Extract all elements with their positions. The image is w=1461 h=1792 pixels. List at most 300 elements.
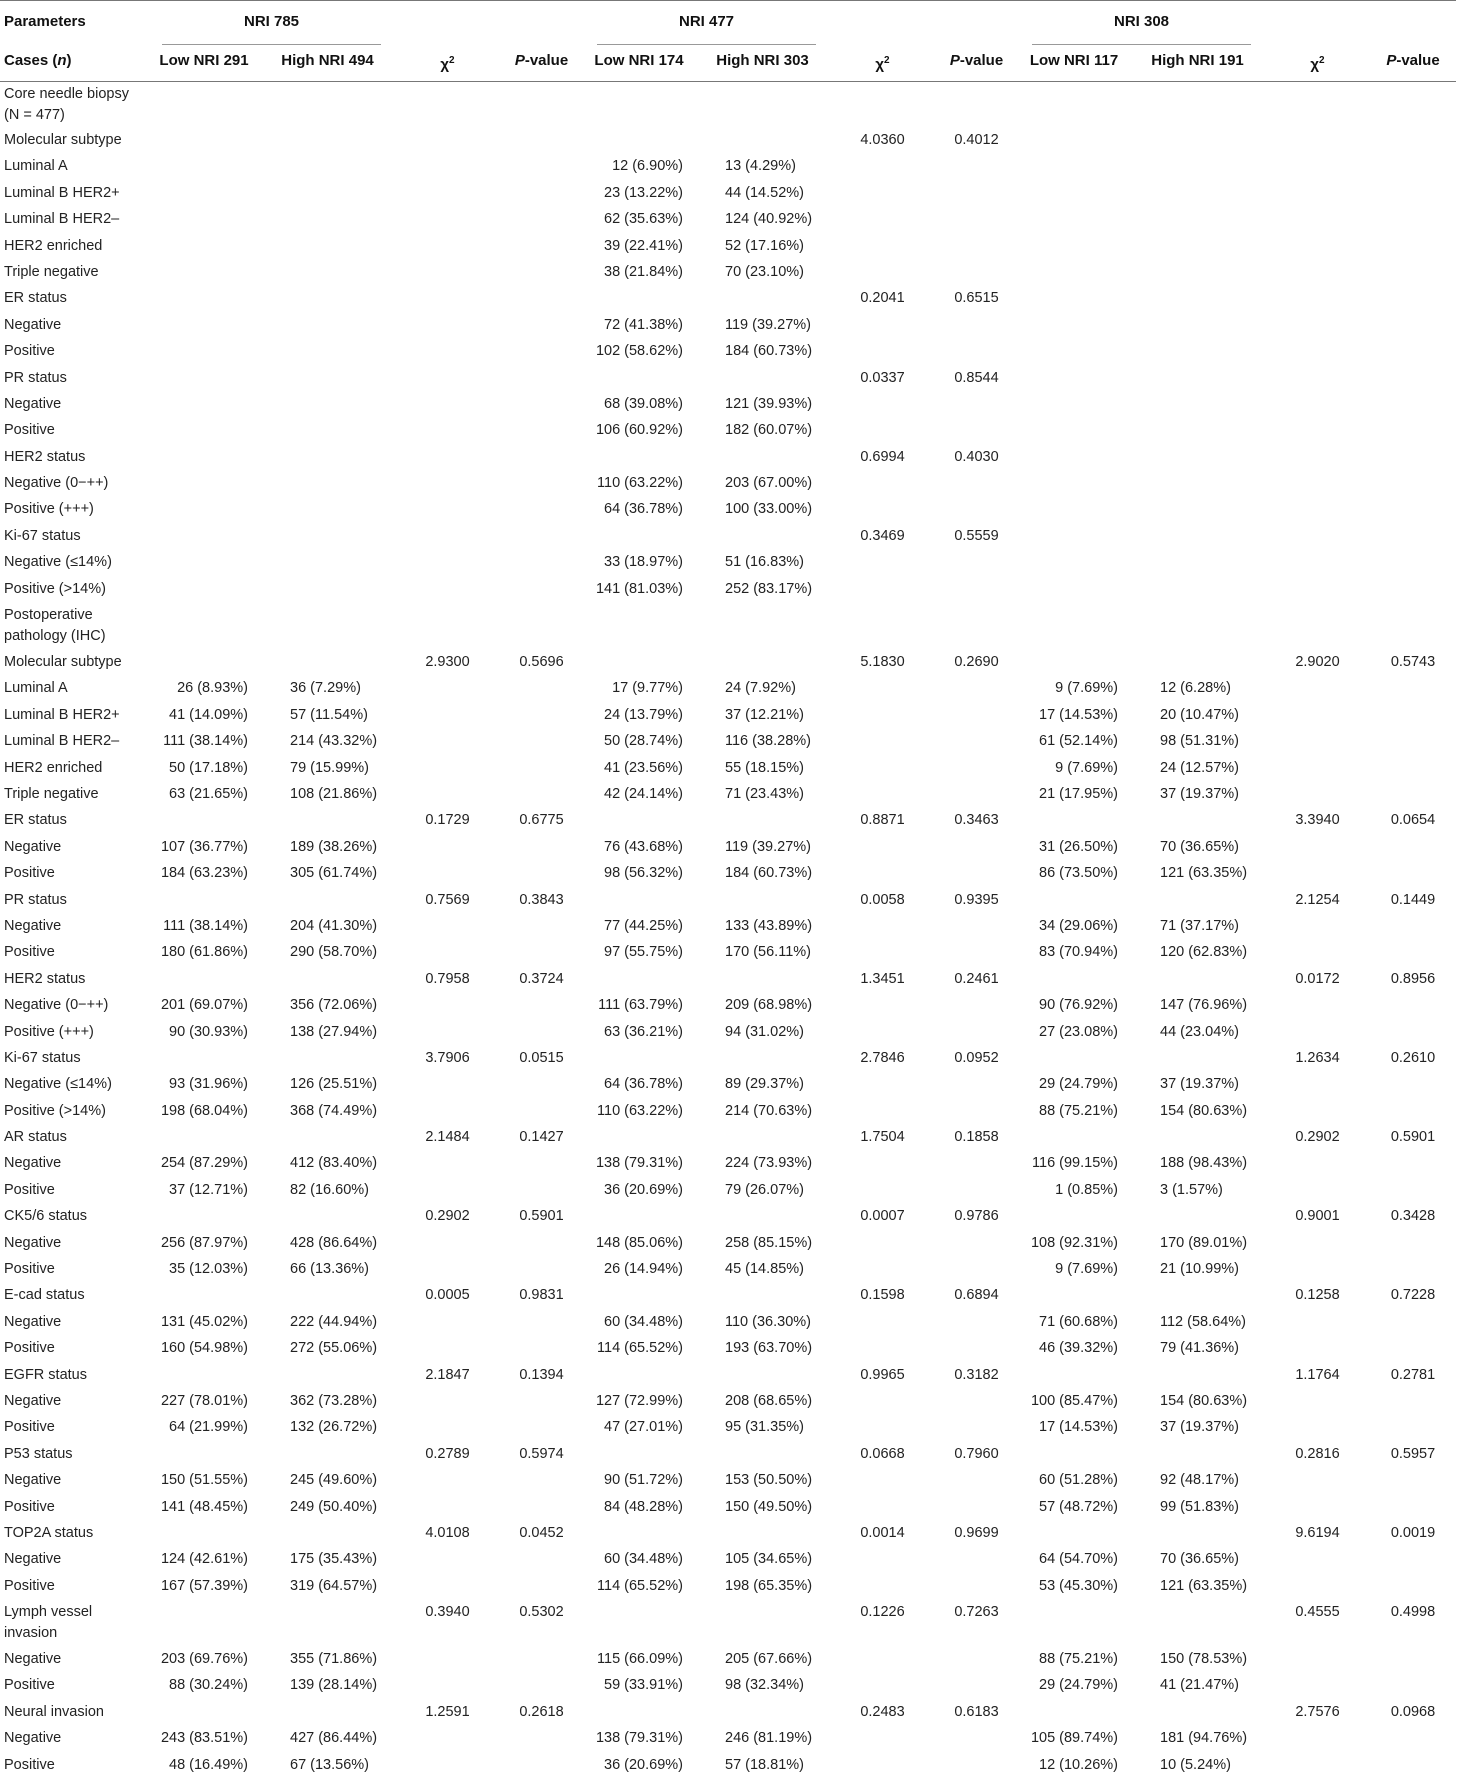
table-cell: 71 (37.17%) [1160,917,1239,934]
table-cell: 0.1449 [1390,891,1436,908]
table-cell: 17 (14.53%) [1039,1419,1118,1436]
table-cell: 150 (78.53%) [1160,1651,1248,1668]
table-cell: 3.7906 [425,1049,470,1066]
table-cell [260,888,395,914]
table-cell: 127 (72.99%) [595,1392,683,1409]
table-cell [395,1415,500,1441]
table-cell [1130,81,1265,128]
row-label: Positive [4,1677,55,1694]
table-cell [260,603,395,650]
table-cell [1370,1336,1456,1362]
table-cell [500,497,583,523]
table-cell: 12 (10.26%) [1039,1756,1118,1773]
table-cell: 5.1830 [860,654,905,671]
table-cell: 0.5957 [1390,1445,1436,1462]
table-cell [148,650,260,676]
table-cell [935,1574,1018,1600]
table-cell [1265,1468,1370,1494]
table-row [0,1600,1456,1647]
row-label: Negative [4,838,62,855]
table-cell [1370,1753,1456,1779]
table-cell [1370,128,1456,154]
table-cell [830,782,935,808]
table-cell [1130,888,1265,914]
table-cell: 116 (38.28%) [725,733,811,750]
table-cell: 356 (72.06%) [290,997,378,1014]
table-cell [935,207,1018,233]
table-cell: 0.2690 [954,654,999,671]
table-cell [830,550,935,576]
table-cell [1370,756,1456,782]
table-cell: 175 (35.43%) [290,1551,378,1568]
table-cell: 0.5302 [519,1604,564,1621]
table-cell: 50 (28.74%) [604,733,683,750]
table-cell: 105 (89.74%) [1030,1730,1118,1747]
table-row [0,81,1456,128]
table-cell: 0.7958 [425,970,470,987]
col-header-p-value: P-value [1370,45,1456,81]
table-cell [1018,1521,1130,1547]
table-cell [935,940,1018,966]
table-cell [148,286,260,312]
row-label: Negative [4,1313,62,1330]
table-cell: 17 (14.53%) [1039,706,1118,723]
table-cell [583,1204,695,1230]
table-cell [1265,782,1370,808]
table-cell [1018,366,1130,392]
table-cell: 97 (55.75%) [604,944,683,961]
table-row [0,366,1456,392]
table-cell [1370,497,1456,523]
table-cell: 62 (35.63%) [604,211,683,228]
table-cell [260,577,395,603]
table-cell [695,1125,830,1151]
table-cell [148,471,260,497]
table-cell: 3 (1.57%) [1160,1181,1223,1198]
table-cell [395,550,500,576]
table-cell: 70 (36.65%) [1160,1551,1239,1568]
table-cell [830,1336,935,1362]
table-cell [695,445,830,471]
row-label: HER2 status [4,970,86,987]
table-cell [1018,181,1130,207]
table-cell [830,313,935,339]
table-cell: 2.1254 [1295,891,1340,908]
table-row [0,1468,1456,1494]
table-cell [1130,550,1265,576]
row-label: Ki-67 status [4,527,81,544]
table-cell [148,1600,260,1647]
row-label: Triple negative [4,263,99,280]
table-cell [830,1726,935,1752]
table-cell [1370,861,1456,887]
table-cell [395,861,500,887]
table-row [0,1495,1456,1521]
table-cell: 70 (36.65%) [1160,838,1239,855]
row-label: Negative (≤14%) [4,554,112,571]
table-cell: 10 (5.24%) [1160,1756,1231,1773]
table-cell [935,550,1018,576]
table-cell: 93 (31.96%) [169,1076,248,1093]
table-cell [148,181,260,207]
table-cell: 0.5559 [954,527,999,544]
table-cell [395,756,500,782]
row-label: Luminal A [4,158,68,175]
table-cell [1370,339,1456,365]
table-cell [1018,418,1130,444]
row-label: Luminal B HER2+ [4,184,120,201]
table-cell [1130,1363,1265,1389]
row-label: Negative [4,395,62,412]
table-cell [500,1495,583,1521]
table-cell [500,914,583,940]
table-cell [583,1600,695,1647]
table-cell [500,392,583,418]
table-cell [260,471,395,497]
table-cell [260,286,395,312]
row-label: Negative [4,1392,62,1409]
table-cell: 44 (23.04%) [1160,1023,1239,1040]
table-cell: 53 (45.30%) [1039,1577,1118,1594]
table-row [0,181,1456,207]
table-row [0,835,1456,861]
table-cell [935,729,1018,755]
row-label: Positive (+++) [4,1023,94,1040]
table-row [0,967,1456,993]
table-cell [1018,339,1130,365]
table-cell: 0.1258 [1295,1287,1340,1304]
table-cell: 9 (7.69%) [1055,1261,1118,1278]
table-cell [1018,81,1130,128]
table-cell [830,1415,935,1441]
table-cell: 0.3428 [1390,1208,1436,1225]
table-cell: 20 (10.47%) [1160,706,1239,723]
table-cell [1018,1442,1130,1468]
table-cell [1018,888,1130,914]
table-cell: 167 (57.39%) [160,1577,248,1594]
table-cell: 181 (94.76%) [1160,1730,1248,1747]
table-cell [1265,1673,1370,1699]
table-cell: 0.5974 [519,1445,564,1462]
table-cell [1130,366,1265,392]
table-cell [148,1442,260,1468]
table-cell: 51 (16.83%) [725,554,804,571]
table-cell [935,861,1018,887]
table-cell [830,1547,935,1573]
table-cell: 0.2618 [519,1703,564,1720]
table-cell: 24 (12.57%) [1160,759,1239,776]
table-row [0,1072,1456,1098]
table-cell [1265,1020,1370,1046]
table-cell: 0.9786 [954,1208,999,1225]
col-header-p-value: P-value [935,45,1018,81]
table-row [0,756,1456,782]
table-cell: 0.0668 [860,1445,905,1462]
table-cell: 0.8544 [954,369,999,386]
table-cell: 0.2781 [1390,1366,1436,1383]
table-row [0,234,1456,260]
table-cell [1370,471,1456,497]
table-row [0,888,1456,914]
table-row [0,207,1456,233]
table-cell [395,914,500,940]
table-cell [583,1442,695,1468]
table-cell: 99 (51.83%) [1160,1498,1239,1515]
table-cell: 170 (89.01%) [1160,1234,1248,1251]
table-cell: 12 (6.90%) [612,158,683,175]
table-cell [935,418,1018,444]
table-cell [500,1415,583,1441]
row-label: E-cad status [4,1287,85,1304]
table-cell: 0.0654 [1390,812,1436,829]
table-cell: 110 (63.22%) [597,475,683,492]
table-cell: 1.7504 [860,1129,905,1146]
table-cell: 0.3843 [519,891,564,908]
table-row [0,914,1456,940]
table-cell [1370,313,1456,339]
table-cell: 36 (20.69%) [604,1181,683,1198]
table-cell [1370,1389,1456,1415]
table-cell [830,418,935,444]
table-cell [148,967,260,993]
row-label: Negative [4,1551,62,1568]
table-cell: 90 (51.72%) [604,1472,683,1489]
table-cell: 112 (58.64%) [1160,1313,1246,1330]
table-cell: 0.2041 [860,290,905,307]
table-cell: 126 (25.51%) [290,1076,378,1093]
table-cell [148,128,260,154]
table-cell [395,577,500,603]
table-cell [260,550,395,576]
table-cell [1370,703,1456,729]
table-cell [1018,1700,1130,1726]
table-cell [395,676,500,702]
col-header-chi-square: $\chi^2$ [1265,45,1370,81]
col-header-low-nri-174: Low NRI 174 [583,45,695,81]
table-cell [260,1125,395,1151]
table-cell [500,471,583,497]
table-cell: 36 (20.69%) [604,1756,683,1773]
table-cell [1370,914,1456,940]
table-cell [1130,154,1265,180]
table-cell [583,445,695,471]
table-cell: 305 (61.74%) [290,865,378,882]
table-cell: 0.0172 [1295,970,1340,987]
table-cell: 13 (4.29%) [725,158,796,175]
table-cell: 0.9395 [954,891,999,908]
table-cell [1265,940,1370,966]
table-cell [1265,286,1370,312]
table-cell [395,260,500,286]
table-cell [695,1600,830,1647]
table-cell [1265,1072,1370,1098]
table-cell: 0.0952 [954,1049,999,1066]
table-cell: 88 (75.21%) [1039,1102,1118,1119]
table-cell [1018,1046,1130,1072]
table-cell [1370,1495,1456,1521]
table-cell: 138 (79.31%) [595,1730,683,1747]
table-cell [695,603,830,650]
table-cell [1018,1125,1130,1151]
table-cell [1265,339,1370,365]
table-row [0,1363,1456,1389]
table-cell [830,471,935,497]
table-row [0,1046,1456,1072]
table-cell: 64 (36.78%) [604,501,683,518]
group-header-nri-308: NRI 308 [1018,1,1265,46]
table-cell [1130,967,1265,993]
table-cell: 64 (36.78%) [604,1076,683,1093]
table-cell [500,1020,583,1046]
table-cell: 355 (71.86%) [290,1651,378,1668]
col-header-high-nri-191: High NRI 191 [1130,45,1265,81]
table-cell [148,207,260,233]
table-cell [395,128,500,154]
table-cell: 1.2591 [425,1703,470,1720]
row-label: ER status [4,812,67,829]
table-cell [1370,1178,1456,1204]
table-cell [148,313,260,339]
table-cell [935,1726,1018,1752]
table-cell: 138 (27.94%) [290,1023,378,1040]
row-label: Positive (>14%) [4,1102,106,1119]
table-cell [1370,81,1456,128]
table-cell [148,550,260,576]
table-cell: 0.5901 [519,1208,564,1225]
table-cell [395,418,500,444]
table-cell [1018,260,1130,286]
table-cell [695,1442,830,1468]
table-cell: 290 (58.70%) [290,944,378,961]
table-cell: 139 (28.14%) [290,1677,378,1694]
table-cell [1370,577,1456,603]
table-cell: 0.1858 [954,1129,999,1146]
table-cell: 0.1729 [425,812,470,829]
row-label: Luminal B HER2+ [4,706,120,723]
table-cell: 154 (80.63%) [1160,1392,1248,1409]
table-cell: 0.0515 [519,1049,564,1066]
table-cell: 46 (39.32%) [1039,1340,1118,1357]
table-cell [395,940,500,966]
table-cell: 2.7576 [1295,1703,1340,1720]
row-label: PR status [4,369,67,386]
group-header-nri-785: NRI 785 [148,1,395,46]
row-label: EGFR status [4,1366,87,1383]
table-cell [500,313,583,339]
table-cell [148,1363,260,1389]
table-cell [148,808,260,834]
table-cell [1265,1336,1370,1362]
table-cell [260,260,395,286]
table-cell [935,1468,1018,1494]
table-cell: 88 (75.21%) [1039,1651,1118,1668]
table-cell: 4.0360 [860,132,905,148]
table-cell: 38 (21.84%) [604,263,683,280]
table-cell: 249 (50.40%) [290,1498,378,1515]
table-cell [1370,1072,1456,1098]
table-cell: 41 (14.09%) [169,706,248,723]
table-cell: 0.4998 [1390,1604,1436,1621]
table-cell [395,1389,500,1415]
table-cell: 35 (12.03%) [169,1261,248,1278]
table-cell [395,1336,500,1362]
table-row [0,808,1456,834]
table-cell [1018,524,1130,550]
table-cell [1370,940,1456,966]
table-cell [1018,234,1130,260]
table-cell: 71 (23.43%) [725,785,804,802]
table-cell [1265,603,1370,650]
table-cell: 37 (19.37%) [1160,1419,1239,1436]
table-cell: 227 (78.01%) [160,1392,248,1409]
table-cell: 116 (99.15%) [1032,1155,1118,1172]
table-cell [830,1753,935,1779]
table-cell [935,577,1018,603]
row-label: Negative [4,1472,62,1489]
table-body [0,81,1456,1779]
table-cell: 45 (14.85%) [725,1261,804,1278]
table-cell [1265,207,1370,233]
table-cell [1370,550,1456,576]
table-row [0,861,1456,887]
table-cell [695,1363,830,1389]
table-cell [830,1072,935,1098]
table-row [0,1231,1456,1257]
table-cell [1265,1151,1370,1177]
table-cell [395,1231,500,1257]
table-cell [260,154,395,180]
table-cell [148,497,260,523]
table-cell: 133 (43.89%) [725,917,813,934]
table-cell [1265,1099,1370,1125]
table-cell: 0.0005 [425,1287,470,1304]
header-row-columns [0,45,1456,81]
table-cell [1130,471,1265,497]
table-cell: 0.0019 [1390,1524,1436,1541]
table-cell: 214 (70.63%) [725,1102,813,1119]
table-cell: 111 (38.14%) [163,733,248,750]
table-cell [830,1178,935,1204]
table-cell: 0.2461 [954,970,999,987]
row-label: Positive [4,1756,55,1773]
table-cell [1370,1726,1456,1752]
table-cell [1130,497,1265,523]
table-cell [500,181,583,207]
table-row [0,313,1456,339]
table-cell: 0.3463 [954,812,999,829]
table-cell: 0.2902 [425,1208,470,1225]
table-cell: 2.1484 [425,1129,470,1146]
table-cell [695,808,830,834]
table-cell [830,1257,935,1283]
table-cell [395,782,500,808]
table-cell: 180 (61.86%) [160,944,248,961]
table-row [0,260,1456,286]
table-row [0,1283,1456,1309]
table-cell [1130,1442,1265,1468]
table-cell [830,1673,935,1699]
table-row [0,1099,1456,1125]
table-cell [395,703,500,729]
table-cell: 110 (63.22%) [597,1102,683,1119]
table-cell [1370,1468,1456,1494]
table-row [0,1726,1456,1752]
table-cell [395,993,500,1019]
table-cell: 0.5743 [1390,654,1436,671]
row-label: PR status [4,891,67,908]
table-cell: 0.4555 [1295,1604,1340,1621]
table-cell: 184 (60.73%) [725,865,813,882]
